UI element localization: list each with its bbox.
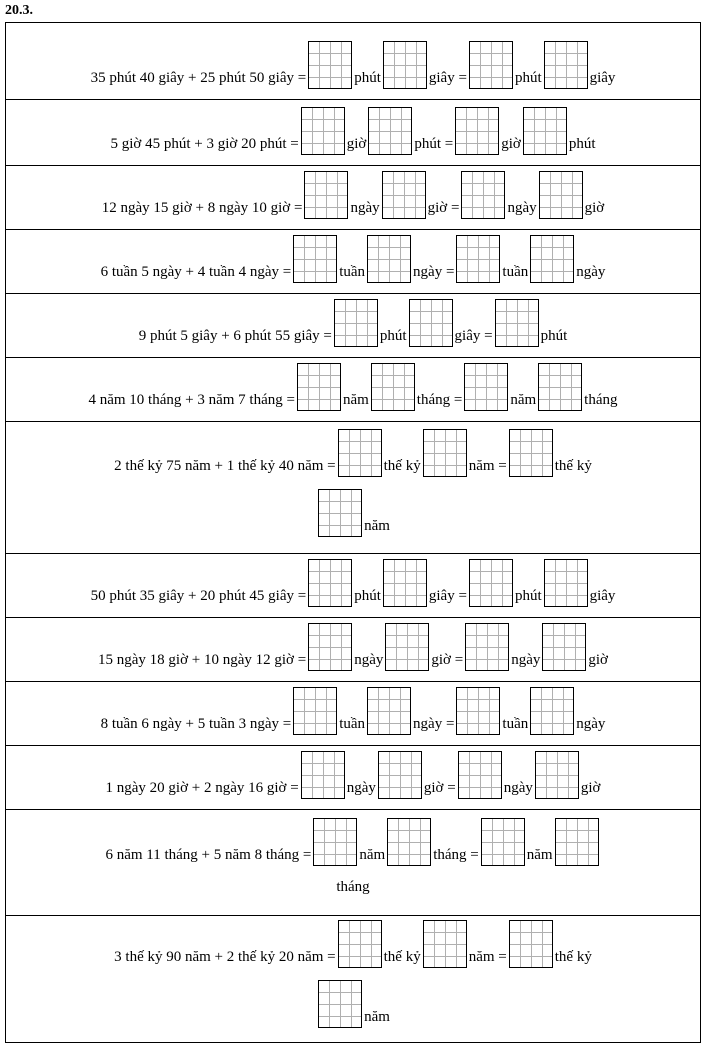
answer-box[interactable] <box>338 920 382 968</box>
unit-label: tuần <box>502 264 529 280</box>
exercise-row <box>5 916 701 1043</box>
answer-box[interactable] <box>383 559 427 607</box>
answer-box[interactable] <box>308 623 352 671</box>
unit-label: giờ <box>346 136 367 152</box>
unit-label: ngày <box>576 264 606 280</box>
answer-box[interactable] <box>509 920 553 968</box>
expression: 12 ngày 15 giờ + 8 ngày 10 giờ = <box>101 200 303 216</box>
unit-label: tháng <box>416 392 451 408</box>
equals-sign: = <box>442 716 455 732</box>
answer-box[interactable] <box>308 41 352 89</box>
answer-box[interactable] <box>383 41 427 89</box>
answer-box[interactable] <box>297 363 341 411</box>
unit-label: phút <box>540 328 568 344</box>
answer-box[interactable] <box>308 559 352 607</box>
answer-box[interactable] <box>293 687 337 735</box>
unit-label: năm <box>364 1009 390 1025</box>
answer-box[interactable] <box>334 299 378 347</box>
unit-label: năm <box>468 949 495 965</box>
answer-box[interactable] <box>542 623 586 671</box>
expression: 9 phút 5 giây + 6 phút 55 giây = <box>138 328 332 344</box>
exercise-row <box>5 618 701 682</box>
expression: 6 tuần 5 ngày + 4 tuần 4 ngày = <box>100 264 292 280</box>
expression: 2 thế kỷ 75 năm + 1 thế kỷ 40 năm = <box>114 457 336 474</box>
unit-label: phút <box>514 70 542 86</box>
expression: 4 năm 10 tháng + 3 năm 7 tháng = <box>88 392 295 408</box>
answer-box[interactable] <box>301 107 345 155</box>
unit-label: ngày <box>413 716 443 732</box>
answer-box[interactable] <box>530 235 574 283</box>
exercise-row <box>5 166 701 230</box>
unit-label: ngày <box>413 264 443 280</box>
unit-label: phút <box>514 588 542 604</box>
unit-label: giờ <box>584 200 605 216</box>
unit-label: ngày <box>354 652 384 668</box>
exercise-row <box>5 422 701 554</box>
unit-label: giây <box>428 588 455 604</box>
answer-box[interactable] <box>456 235 500 283</box>
answer-box[interactable] <box>367 687 411 735</box>
answer-box[interactable] <box>464 363 508 411</box>
unit-label: ngày <box>507 200 537 216</box>
unit-label: phút <box>414 136 441 152</box>
exercise-row <box>5 22 701 100</box>
expression: 5 giờ 45 phút + 3 giờ 20 phút = <box>110 136 299 152</box>
exercise-row <box>5 294 701 358</box>
answer-box[interactable] <box>304 171 348 219</box>
unit-label: ngày <box>346 780 376 796</box>
unit-label: giờ <box>501 136 521 152</box>
unit-label: giờ <box>580 780 601 796</box>
answer-box[interactable] <box>423 920 467 968</box>
answer-box[interactable] <box>538 363 582 411</box>
answer-box[interactable] <box>555 818 599 866</box>
equals-sign: = <box>454 70 467 86</box>
unit-label: thế kỷ <box>554 457 592 474</box>
answer-box[interactable] <box>469 559 513 607</box>
exercise-table <box>5 22 701 1043</box>
unit-label: giây <box>589 70 616 86</box>
answer-box[interactable] <box>318 980 362 1028</box>
exercise-row <box>5 100 701 166</box>
unit-label: phút <box>354 588 381 604</box>
answer-box[interactable] <box>456 687 500 735</box>
expression: 15 ngày 18 giờ + 10 ngày 12 giờ = <box>98 652 307 668</box>
expression: 35 phút 40 giây + 25 phút 50 giây = <box>90 70 307 86</box>
answer-box[interactable] <box>318 489 362 537</box>
unit-label: phút <box>354 70 381 86</box>
unit-label: tuần <box>339 716 366 732</box>
equals-sign: = <box>494 949 507 965</box>
equals-sign: = <box>442 264 455 280</box>
unit-label: giờ <box>431 652 451 668</box>
exercise-row <box>5 230 701 294</box>
answer-box[interactable] <box>495 299 539 347</box>
answer-box[interactable] <box>387 818 431 866</box>
exercise-row <box>5 682 701 746</box>
unit-label: giờ <box>427 200 448 216</box>
answer-box[interactable] <box>465 623 509 671</box>
expression: 6 năm 11 tháng + 5 năm 8 tháng = <box>105 846 312 863</box>
expression: 1 ngày 20 giờ + 2 ngày 16 giờ = <box>105 780 299 796</box>
unit-label: giờ <box>423 780 444 796</box>
answer-box[interactable] <box>539 171 583 219</box>
equals-sign: = <box>480 328 493 344</box>
unit-label: năm <box>468 457 495 474</box>
unit-label: năm <box>526 846 553 863</box>
unit-label: thế kỷ <box>383 949 421 965</box>
answer-box[interactable] <box>530 687 574 735</box>
unit-label: năm <box>510 392 537 408</box>
answer-box[interactable] <box>371 363 415 411</box>
unit-label: tháng <box>336 878 370 895</box>
equals-sign: = <box>440 136 454 152</box>
answer-box[interactable] <box>313 818 357 866</box>
answer-box[interactable] <box>509 429 553 477</box>
unit-label: giây <box>428 70 455 86</box>
unit-label: giây <box>454 328 481 344</box>
unit-label: thế kỷ <box>554 949 592 965</box>
exercise-row <box>5 810 701 916</box>
exercise-row <box>5 554 701 618</box>
answer-box[interactable] <box>458 751 502 799</box>
unit-label: thế kỷ <box>383 457 421 474</box>
answer-box[interactable] <box>338 429 382 477</box>
equals-sign: = <box>450 392 463 408</box>
answer-box[interactable] <box>523 107 567 155</box>
exercise-row <box>5 746 701 810</box>
unit-label: phút <box>379 328 407 344</box>
equals-sign: = <box>466 846 479 863</box>
answer-box[interactable] <box>535 751 579 799</box>
answer-box[interactable] <box>385 623 429 671</box>
answer-box[interactable] <box>301 751 345 799</box>
answer-box[interactable] <box>293 235 337 283</box>
unit-label: tuần <box>339 264 366 280</box>
unit-label: phút <box>568 136 596 152</box>
expression: 3 thế kỷ 90 năm + 2 thế kỷ 20 năm = <box>114 949 336 965</box>
answer-box[interactable] <box>469 41 513 89</box>
answer-box[interactable] <box>367 235 411 283</box>
answer-box[interactable] <box>544 559 588 607</box>
unit-label: tháng <box>584 392 618 408</box>
equals-sign: = <box>454 588 467 604</box>
equals-sign: = <box>450 652 464 668</box>
answer-box[interactable] <box>378 751 422 799</box>
unit-label: tuần <box>502 716 529 732</box>
answer-box[interactable] <box>409 299 453 347</box>
unit-label: ngày <box>503 780 533 796</box>
exercise-row <box>5 358 701 422</box>
answer-box[interactable] <box>423 429 467 477</box>
equals-sign: = <box>447 200 460 216</box>
equals-sign: = <box>494 457 507 474</box>
answer-box[interactable] <box>455 107 499 155</box>
unit-label: năm <box>359 846 386 863</box>
answer-box[interactable] <box>481 818 525 866</box>
unit-label: ngày <box>511 652 541 668</box>
answer-box[interactable] <box>544 41 588 89</box>
unit-label: năm <box>342 392 369 408</box>
unit-label: giây <box>589 588 616 604</box>
unit-label: ngày <box>576 716 606 732</box>
unit-label: năm <box>364 517 390 534</box>
unit-label: giờ <box>588 652 608 668</box>
answer-box[interactable] <box>461 171 505 219</box>
exercise-number: 20.3. <box>5 3 33 18</box>
expression: 8 tuần 6 ngày + 5 tuần 3 ngày = <box>100 716 292 732</box>
equals-sign: = <box>443 780 456 796</box>
unit-label: tháng <box>433 846 467 863</box>
answer-box[interactable] <box>368 107 412 155</box>
unit-label: ngày <box>350 200 380 216</box>
expression: 50 phút 35 giây + 20 phút 45 giây = <box>90 588 307 604</box>
answer-box[interactable] <box>382 171 426 219</box>
